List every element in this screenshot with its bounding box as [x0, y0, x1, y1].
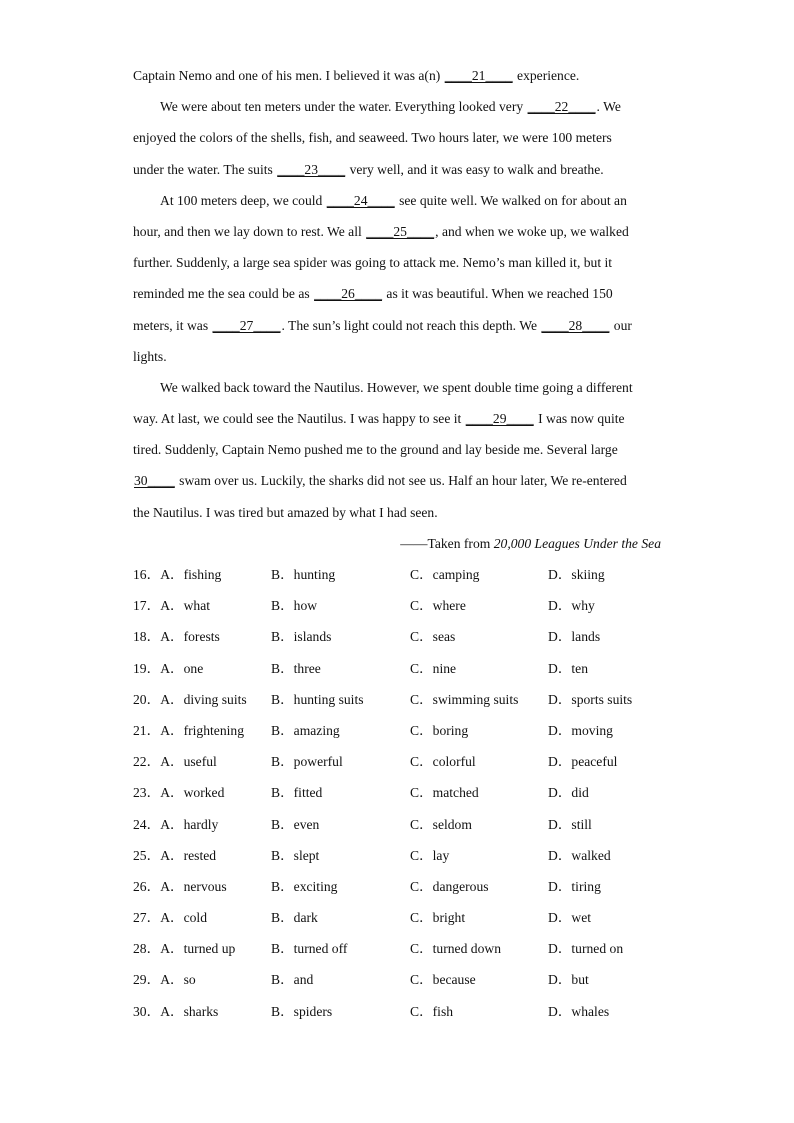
option-c: C．colorful	[410, 754, 476, 770]
blank-24: ____24____	[326, 192, 395, 208]
passage-line: lights.	[133, 348, 167, 364]
option-a	[133, 559, 221, 590]
option-d: D．skiing	[548, 567, 605, 582]
question-number: 28．	[133, 941, 161, 957]
option-b: B．even	[271, 816, 320, 832]
option-a-text: A．hardly	[160, 816, 219, 832]
text: swam over us. Luckily, the sharks did not see us. Half an hour later, We re-entered	[175, 473, 627, 489]
option-a	[133, 840, 216, 871]
passage-line	[133, 185, 661, 216]
option-c: C．lay	[410, 847, 450, 863]
option-b: B．amazing	[271, 722, 340, 738]
text: Captain Nemo and one of his men. I believed it was a(n)	[133, 68, 444, 83]
text: our	[610, 317, 632, 333]
passage-line: further. Suddenly, a large sea spider was going to attack me. Nemo’s man killed it, but it	[133, 255, 613, 271]
option-a	[133, 590, 210, 621]
question-row	[133, 840, 661, 871]
option-c: C．camping	[410, 567, 480, 582]
option-a	[133, 996, 218, 1027]
option-a-text: A．worked	[160, 785, 225, 801]
text: I was now quite	[534, 411, 625, 427]
question-number: 18．	[133, 629, 161, 645]
passage-line	[133, 60, 661, 91]
option-c: C．where	[410, 598, 466, 614]
question-row	[133, 653, 661, 684]
text: , and when we woke up, we walked	[435, 223, 629, 239]
option-c: C．seldom	[410, 816, 472, 832]
question-row	[133, 809, 661, 840]
blank-23: ____23____	[277, 161, 346, 177]
question-number: 25．	[133, 847, 161, 863]
option-a	[133, 684, 247, 715]
option-d: D．tiring	[548, 878, 601, 894]
question-number: 26．	[133, 878, 161, 894]
text: We were about ten meters under the water. Everything looked very	[160, 99, 527, 115]
option-c: C．bright	[410, 910, 466, 926]
option-b: B．exciting	[271, 878, 338, 894]
option-d: D．sports suits	[548, 691, 633, 707]
option-d: D．turned on	[548, 941, 624, 957]
passage-line: enjoyed the colors of the shells, fish, and seaweed. Two hours later, we were 100 meters	[133, 130, 612, 146]
text: . The sun’s light could not reach this depth. We	[281, 317, 541, 333]
option-b: B．and	[271, 972, 314, 988]
question-row	[133, 777, 661, 808]
question-row	[133, 559, 661, 590]
option-d: D．ten	[548, 660, 589, 676]
question-number: 17．	[133, 598, 161, 614]
document-page	[133, 60, 661, 1027]
option-d: D．did	[548, 785, 589, 801]
option-d: D．wet	[548, 910, 592, 926]
option-a	[133, 933, 235, 964]
option-a-text: A．nervous	[160, 878, 227, 894]
blank-30: 30____	[134, 473, 175, 489]
passage-line: the Nautilus. I was tired but amazed by what I had seen.	[133, 504, 438, 520]
passage	[133, 60, 661, 559]
question-number: 21．	[133, 722, 161, 738]
question-number: 30．	[133, 1003, 161, 1019]
option-a	[133, 809, 218, 840]
option-a-text: A．rested	[160, 847, 217, 863]
text: . We	[596, 99, 621, 115]
passage-line	[133, 465, 661, 496]
option-d: D．peaceful	[548, 754, 618, 770]
option-c: C．fish	[410, 1003, 454, 1019]
text: hour, and then we lay down to rest. We all	[133, 223, 366, 239]
option-b: B．hunting	[271, 567, 336, 582]
option-a	[133, 777, 224, 808]
blank-27: ____27____	[212, 317, 281, 333]
option-d: D．walked	[548, 847, 611, 863]
question-row	[133, 902, 661, 933]
question-row	[133, 996, 661, 1027]
option-a	[133, 621, 220, 652]
text: under the water. The suits	[133, 161, 277, 177]
text: reminded me the sea could be as	[133, 286, 314, 302]
option-b: B．dark	[271, 910, 318, 926]
option-b: B．how	[271, 598, 318, 614]
option-a-text: A．useful	[160, 754, 217, 770]
option-c: C．boring	[410, 722, 469, 738]
option-b: B．turned off	[271, 941, 348, 957]
source-title: 20,000 Leagues Under the Sea	[493, 535, 661, 551]
text: meters, it was	[133, 317, 212, 333]
question-number: 29．	[133, 972, 161, 988]
option-d: D．whales	[548, 1003, 610, 1019]
option-a-text: A．fishing	[160, 567, 222, 582]
option-d: D．moving	[548, 722, 613, 738]
question-row	[133, 684, 661, 715]
source-credit	[133, 528, 661, 559]
passage-line	[133, 216, 661, 247]
option-b: B．spiders	[271, 1003, 333, 1019]
option-a	[133, 653, 203, 684]
question-row	[133, 715, 661, 746]
blank-21: ____21____	[444, 68, 513, 83]
option-a-text: A．frightening	[160, 722, 245, 738]
question-row	[133, 964, 661, 995]
passage-line	[133, 154, 661, 185]
answer-options	[133, 559, 661, 1027]
passage-line	[133, 310, 661, 341]
passage-line	[133, 91, 661, 122]
passage-line	[133, 278, 661, 309]
option-c: C．turned down	[410, 941, 501, 957]
option-c: C．seas	[410, 629, 456, 645]
option-c: C．swimming suits	[410, 691, 519, 707]
blank-26: ____26____	[314, 286, 383, 302]
option-a	[133, 902, 207, 933]
text: very well, and it was easy to walk and breathe.	[346, 161, 604, 177]
option-b: B．slept	[271, 847, 320, 863]
option-c: C．because	[410, 972, 476, 988]
option-a-text: A．diving suits	[160, 691, 247, 707]
question-number: 24．	[133, 816, 161, 832]
blank-29: ____29____	[465, 411, 534, 427]
option-b: B．fitted	[271, 785, 323, 801]
question-row	[133, 933, 661, 964]
question-row	[133, 871, 661, 902]
option-a	[133, 746, 217, 777]
text: as it was beautiful. When we reached 150	[383, 286, 613, 302]
option-a-text: A．so	[160, 972, 196, 988]
option-a-text: A．forests	[160, 629, 220, 645]
question-number: 19．	[133, 660, 161, 676]
option-a	[133, 964, 196, 995]
blank-25: ____25____	[366, 223, 435, 239]
question-number: 27．	[133, 910, 161, 926]
option-b: B．powerful	[271, 754, 343, 770]
option-b: B．islands	[271, 629, 332, 645]
option-c: C．matched	[410, 785, 479, 801]
option-d: D．still	[548, 816, 592, 832]
option-a	[133, 715, 244, 746]
option-a-text: A．one	[160, 660, 204, 676]
option-a-text: A．sharks	[160, 1003, 219, 1019]
option-a-text: A．turned up	[160, 941, 236, 957]
passage-line: We walked back toward the Nautilus. However, we spent double time going a different	[160, 379, 633, 395]
text: At 100 meters deep, we could	[160, 192, 326, 208]
option-a-text: A．what	[160, 598, 211, 614]
question-number: 16．	[133, 567, 161, 582]
text: see quite well. We walked on for about an	[395, 192, 627, 208]
passage-line	[133, 403, 661, 434]
passage-line: tired. Suddenly, Captain Nemo pushed me to the ground and lay beside me. Several large	[133, 442, 618, 458]
text: way. At last, we could see the Nautilus. I was happy to see it	[133, 411, 465, 427]
option-a	[133, 871, 227, 902]
question-row	[133, 746, 661, 777]
option-b: B．hunting suits	[271, 691, 364, 707]
option-c: C．dangerous	[410, 878, 489, 894]
text: experience.	[513, 68, 580, 83]
blank-22: ____22____	[527, 99, 596, 115]
blank-28: ____28____	[541, 317, 610, 333]
question-number: 20．	[133, 691, 161, 707]
option-d: D．why	[548, 598, 595, 614]
option-a-text: A．cold	[160, 910, 208, 926]
option-d: D．lands	[548, 629, 601, 645]
question-row	[133, 621, 661, 652]
option-b: B．three	[271, 660, 321, 676]
option-c: C．nine	[410, 660, 457, 676]
option-d: D．but	[548, 972, 589, 988]
question-row	[133, 590, 661, 621]
question-number: 23．	[133, 785, 161, 801]
source-prefix: ——Taken from	[400, 535, 494, 551]
question-number: 22．	[133, 754, 161, 770]
